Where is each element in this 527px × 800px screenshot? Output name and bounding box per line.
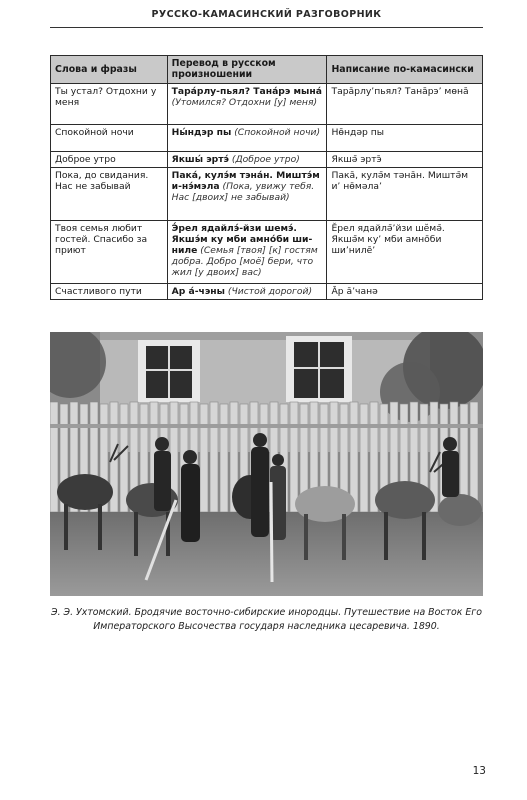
pronunciation-cell	[167, 124, 327, 151]
historical-photograph	[50, 332, 483, 596]
reindeer-caravan-photo	[50, 332, 483, 596]
russian-pronunciation: Э́рел ядайлэ́-йзи шемэ́. Якшэ́м ку мби амно́би ши-ниле	[171, 222, 313, 256]
literal-gloss: (Семья [твоя] [к] гостям добра. Добро [моё] бери, что жил [у двоих] вас)	[171, 244, 318, 278]
house-window	[138, 340, 200, 402]
page-number: 13	[472, 765, 486, 777]
pronunciation-cell	[167, 167, 327, 220]
kamassian-cell: Ӗрел ядайлә̄ʼйзи шӗмә̄. Якшә̄м куʼ мби амно̄би шиʼниле̄ʼ	[327, 220, 483, 283]
running-head: РУССКО-КАМАСИНСКИЙ РАЗГОВОРНИК	[151, 9, 382, 20]
table-row	[51, 167, 483, 220]
table-header-row	[51, 56, 483, 84]
literal-gloss: (Доброе утро)	[231, 153, 300, 165]
table-row	[51, 124, 483, 151]
phrase-cell: Пока, до свидания. Нас не забывай	[51, 167, 168, 220]
kamassian-cell: А̄р а̄ʼчанә	[327, 283, 483, 299]
pronunciation-cell	[167, 283, 327, 299]
table-row	[51, 283, 483, 299]
literal-gloss: (Чистой дорогой)	[227, 285, 313, 297]
column-header-pronunciation: Перевод в русском произношении	[167, 56, 327, 84]
house-window	[286, 336, 352, 402]
phrase-cell: Спокойной ночи	[51, 124, 168, 151]
table-row	[51, 83, 483, 124]
literal-gloss: (Пока, увижу тебя. Нас [двоих] не забывай)	[171, 180, 315, 203]
phrase-cell: Твоя семья любит гостей. Спасибо за приют	[51, 220, 168, 283]
literal-gloss: (Утомился? Отдохни [у] меня)	[171, 96, 318, 108]
russian-pronunciation: Ны́ндэр пы	[171, 126, 232, 138]
pronunciation-cell	[167, 151, 327, 167]
russian-pronunciation: Ар а́-чэны	[171, 285, 225, 297]
literal-gloss: (Спокойной ночи)	[234, 126, 321, 138]
kamassian-cell: Якшә̄ эртэ̄	[327, 151, 483, 167]
russian-pronunciation: Пака́, кулэ́м тэна́н. Миштэ́м и-нэ́мэла	[171, 169, 320, 192]
kamassian-cell: Тара̄рлуʼпьял? Тана̄рэʼ мөна̄	[327, 83, 483, 124]
kamassian-cell: Пака̄, кулә̄м тәна̄н. Миштә̄м иʼ нө̄мәлаʼ	[327, 167, 483, 220]
russian-pronunciation: Тара́рлу-пьял? Тана́рэ мына́	[171, 85, 322, 97]
phrase-cell: Ты устал? Отдохни у меня	[51, 83, 168, 124]
column-header-phrase: Слова и фразы	[51, 56, 168, 84]
table-row	[51, 220, 483, 283]
photo-caption: Э. Э. Ухтомский. Бродячие восточно-сибирские инородцы. Путешествие на Восток Его Императорского Высочества государя наследника цесаревича. 1890.	[51, 607, 482, 632]
phrase-cell: Счастливого пути	[51, 283, 168, 299]
table-row	[51, 151, 483, 167]
column-header-kamassian: Написание по-камасински	[327, 56, 483, 84]
header-rule	[50, 27, 483, 28]
kamassian-cell: Нө̄ндәр пы	[327, 124, 483, 151]
russian-pronunciation: Якшы́ эртэ́	[171, 153, 229, 165]
pronunciation-cell	[167, 220, 327, 283]
pronunciation-cell	[167, 83, 327, 124]
phrasebook-table	[50, 55, 483, 300]
phrase-cell: Доброе утро	[51, 151, 168, 167]
